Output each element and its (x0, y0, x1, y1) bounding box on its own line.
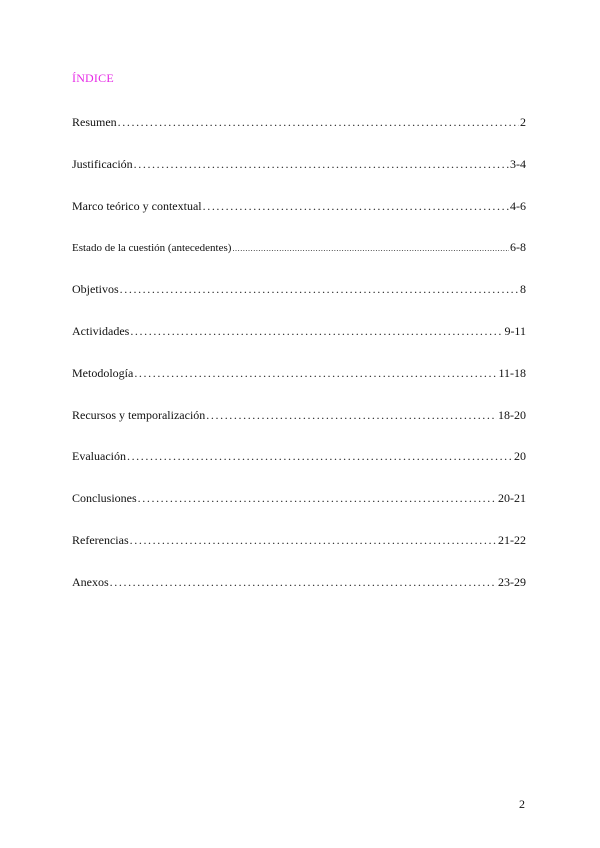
toc-entry-referencias (72, 531, 526, 573)
toc-entry-label: Marco teórico y contextual (72, 198, 202, 213)
toc-dot-leader (120, 280, 519, 298)
toc-dot-leader (232, 240, 509, 258)
toc-entry-page: 9-11 (504, 323, 526, 338)
toc-entry-estado-cuestion (72, 238, 526, 280)
toc-entry-page: 20-21 (498, 491, 526, 506)
toc-entry-label: Estado de la cuestión (antecedentes) (72, 242, 232, 255)
toc-entry-actividades (72, 322, 526, 364)
toc-entry-page: 18-20 (498, 407, 526, 422)
toc-entry-page: 8 (520, 282, 526, 297)
toc-dot-leader (118, 113, 519, 131)
toc-entry-label: Recursos y temporalización (72, 407, 206, 422)
table-of-contents (72, 113, 526, 615)
toc-entry-page: 2 (520, 115, 526, 129)
toc-entry-page: 23-29 (498, 574, 526, 589)
toc-entry-label: Conclusiones (72, 491, 137, 506)
toc-entry-label: Resumen (72, 115, 117, 129)
toc-entry-label: Objetivos (72, 282, 119, 297)
toc-entry-page: 21-22 (498, 532, 526, 547)
toc-entry-resumen (72, 113, 526, 155)
toc-entry-anexos (72, 573, 526, 615)
toc-dot-leader (206, 406, 497, 424)
toc-entry-metodologia (72, 364, 526, 406)
index-title: ÍNDICE (72, 71, 114, 85)
toc-entry-marco-teorico (72, 197, 526, 239)
toc-dot-leader (138, 489, 497, 507)
toc-dot-leader (203, 197, 509, 215)
toc-dot-leader (134, 155, 509, 173)
toc-dot-leader (110, 573, 497, 591)
page-number: 2 (519, 797, 525, 811)
toc-entry-label: Justificación (72, 156, 133, 171)
toc-entry-page: 11-18 (498, 365, 526, 380)
toc-entry-page: 20 (514, 449, 526, 464)
toc-entry-justificacion (72, 155, 526, 197)
toc-entry-evaluacion (72, 447, 526, 489)
toc-entry-objetivos (72, 280, 526, 322)
toc-dot-leader (130, 322, 503, 340)
toc-dot-leader (127, 447, 513, 465)
toc-entry-label: Actividades (72, 323, 130, 338)
toc-entry-conclusiones (72, 489, 526, 531)
toc-entry-label: Metodología (72, 365, 134, 380)
toc-entry-page: 4-6 (510, 198, 526, 213)
toc-entry-label: Referencias (72, 532, 129, 547)
toc-dot-leader (130, 531, 497, 549)
toc-entry-page: 3-4 (510, 156, 526, 171)
toc-entry-recursos (72, 406, 526, 448)
toc-entry-page: 6-8 (510, 240, 526, 255)
toc-entry-label: Evaluación (72, 449, 126, 464)
toc-dot-leader (134, 364, 497, 382)
toc-entry-label: Anexos (72, 574, 109, 589)
